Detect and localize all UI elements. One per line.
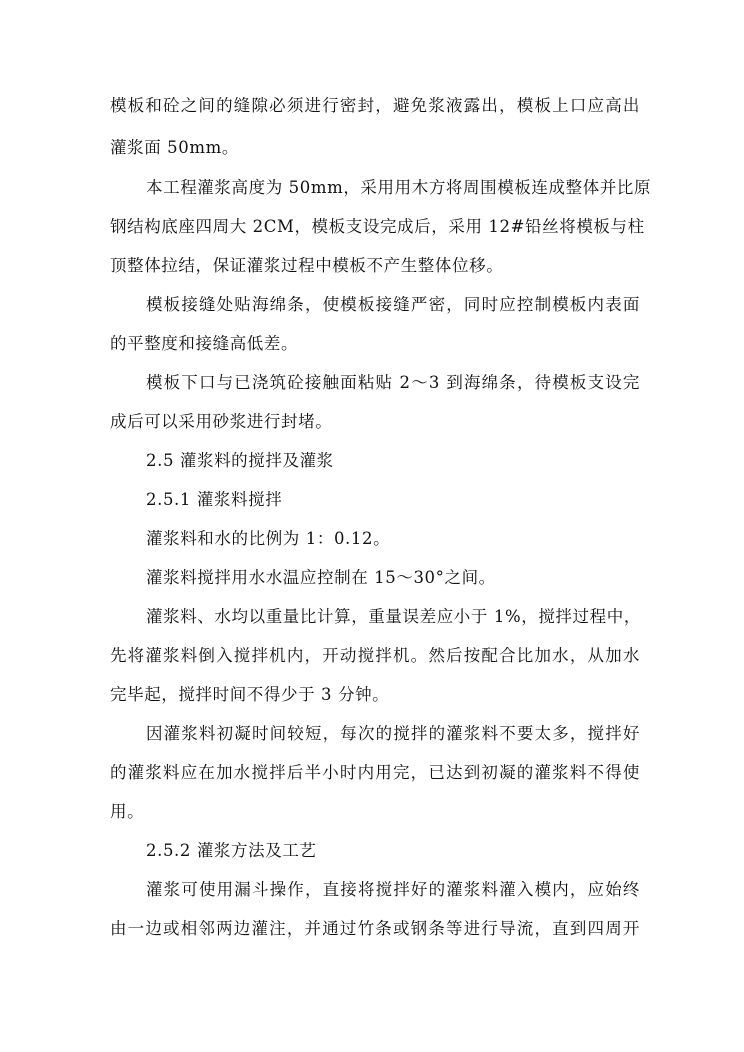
paragraph-first-line: 灌浆料、水均以重量比计算，重量误差应小于 1%，搅拌过程中，: [146, 607, 641, 626]
section-heading: 2.5 灌浆料的搅拌及灌浆: [146, 451, 334, 470]
text-line: 顶整体拉结，保证灌浆过程中模板不产生整体位移。: [110, 256, 504, 275]
subsection-heading: 2.5.2 灌浆方法及工艺: [146, 841, 317, 860]
text-line: 模板和砼之间的缝隙必须进行密封，避免浆液露出，模板上口应高出: [110, 96, 640, 115]
text-line: 灌浆料搅拌用水水温应控制在 15～30°之间。: [146, 568, 496, 587]
text-line: 先将灌浆料倒入搅拌机内，开动搅拌机。然后按配合比加水，从加水: [110, 646, 640, 665]
paragraph-first-line: 模板下口与已浇筑砼接触面粘贴 2～3 到海绵条，待模板支设完: [146, 373, 640, 392]
text-line: 灌浆面 50mm。: [110, 138, 239, 157]
text-line: 用。: [110, 802, 145, 821]
text-line: 的平整度和接缝高低差。: [110, 334, 299, 353]
text-line: 完毕起，搅拌时间不得少于 3 分钟。: [110, 685, 390, 704]
paragraph-first-line: 本工程灌浆高度为 50mm，采用用木方将周围模板连成整体并比原: [146, 178, 652, 197]
paragraph-first-line: 灌浆可使用漏斗操作，直接将搅拌好的灌浆料灌入模内，应始终: [146, 880, 640, 899]
text-line: 钢结构底座四周大 2CM，模板支设完成后，采用 12#铅丝将模板与柱: [110, 217, 645, 236]
text-line: 的灌浆料应在加水搅拌后半小时内用完，已达到初凝的灌浆料不得使: [110, 763, 640, 782]
subsection-heading: 2.5.1 灌浆料搅拌: [146, 490, 283, 509]
text-line: 灌浆料和水的比例为 1：0.12。: [146, 529, 391, 548]
paragraph-first-line: 因灌浆料初凝时间较短，每次的搅拌的灌浆料不要太多，搅拌好: [146, 724, 640, 743]
text-line: 成后可以采用砂浆进行封堵。: [110, 412, 333, 431]
text-line: 由一边或相邻两边灌注，并通过竹条或钢条等进行导流，直到四周开: [110, 919, 640, 938]
paragraph-first-line: 模板接缝处贴海绵条，使模板接缝严密，同时应控制模板内表面: [146, 295, 640, 314]
